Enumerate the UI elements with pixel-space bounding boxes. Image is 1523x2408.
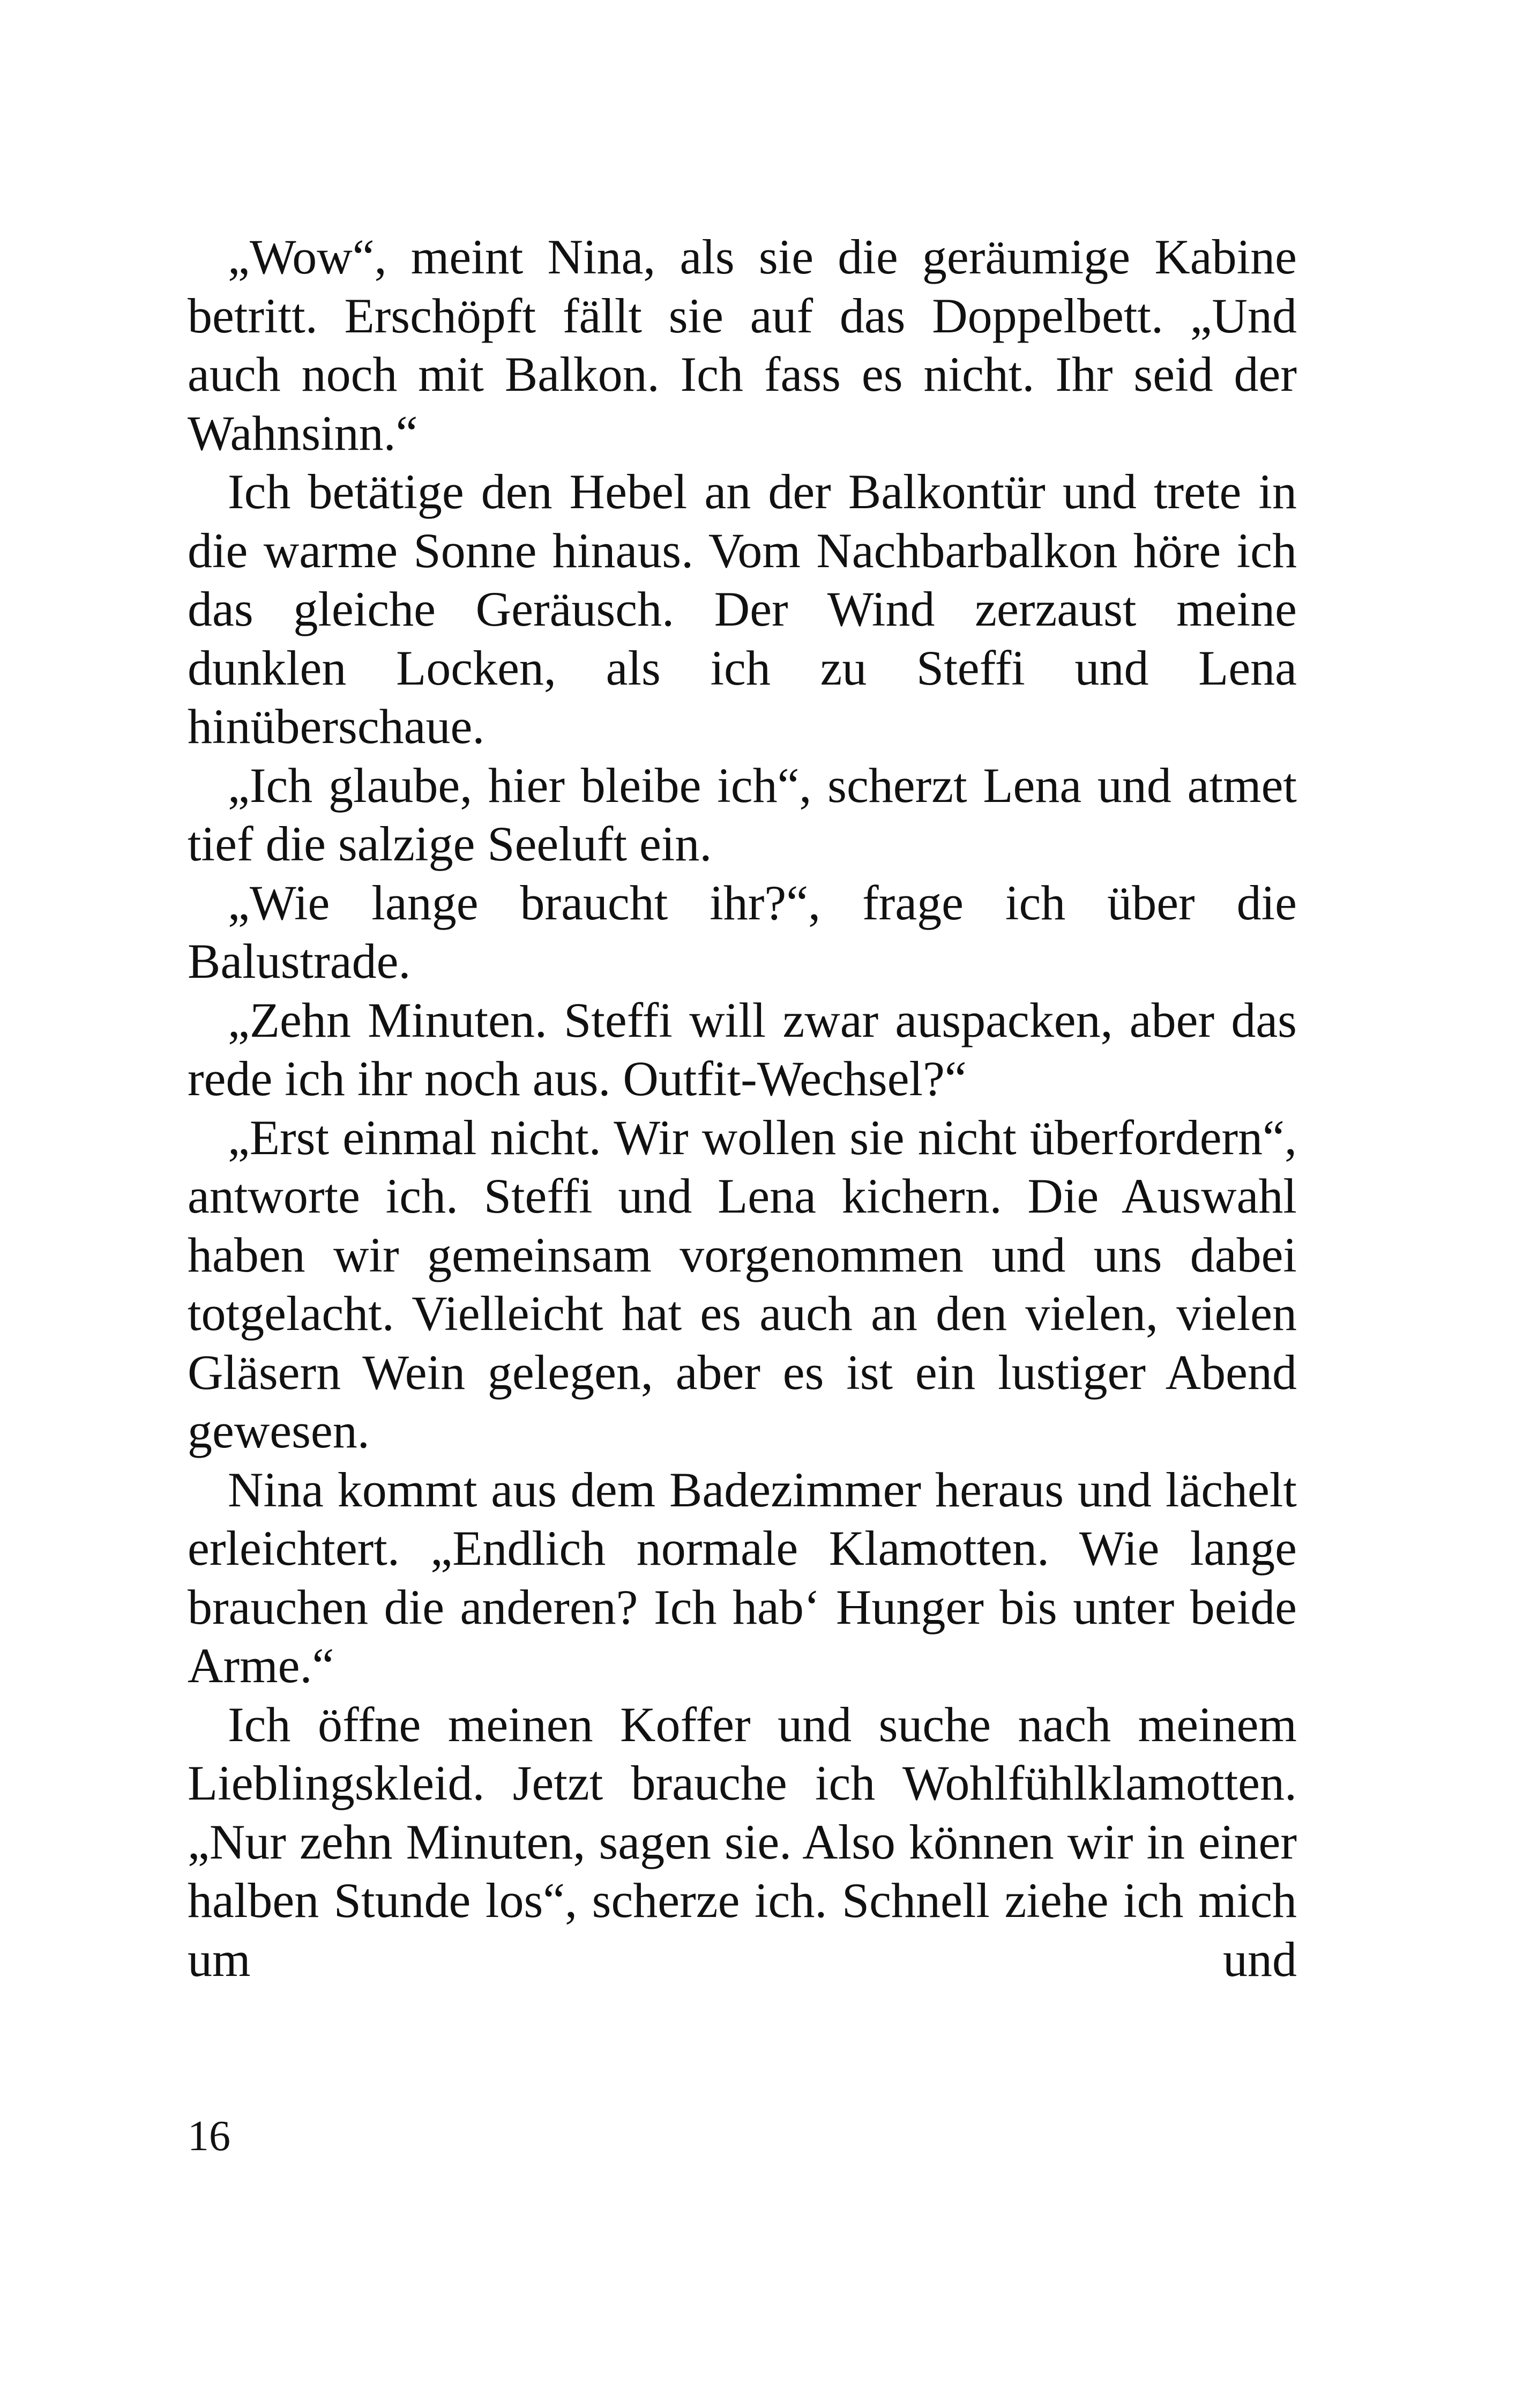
paragraph: „Ich glaube, hier bleibe ich“, scherzt Lena und atmet tief die salzige Seeluft ein. <box>188 757 1297 871</box>
page-number: 16 <box>188 2113 230 2160</box>
paragraph: „Zehn Minuten. Steffi will zwar auspacken, aber das rede ich ihr noch aus. Outfit-Wechsel?“ <box>188 992 1297 1106</box>
paragraph: Ich betätige den Hebel an der Balkontür und trete in die warme Sonne hinaus. Vom Nachbarbalkon höre ich das gleiche Geräusch. Der Wind zerzaust meine dunklen Locken, als ich zu Steffi und Lena hinüberschaue. <box>188 464 1297 754</box>
paragraph: „Wie lange braucht ihr?“, frage ich über die Balustrade. <box>188 875 1297 989</box>
book-page-body <box>188 228 1297 1989</box>
paragraph: Ich öffne meinen Koffer und suche nach meinem Lieblingskleid. Jetzt brauche ich Wohlfühlklamotten. „Nur zehn Minuten, sagen sie. Also können wir in einer halben Stunde los“, scherze ich. Schnell ziehe ich mich um und <box>188 1697 1297 1987</box>
paragraph: Nina kommt aus dem Badezimmer heraus und lächelt erleichtert. „Endlich normale Klamotten. Wie lange brauchen die anderen? Ich hab‘ Hunger bis unter beide Arme.“ <box>188 1462 1297 1693</box>
paragraph: „Erst einmal nicht. Wir wollen sie nicht überfordern“, antworte ich. Steffi und Lena kichern. Die Auswahl haben wir gemeinsam vorgenommen und uns dabei totgelacht. Vielleicht hat es auch an den vielen, vielen Gläsern Wein gelegen, aber es ist ein lustiger Abend gewesen. <box>188 1110 1297 1458</box>
paragraph: „Wow“, meint Nina, als sie die geräumige Kabine betritt. Erschöpft fällt sie auf das Doppelbett. „Und auch noch mit Balkon. Ich fass es nicht. Ihr seid der Wahnsinn.“ <box>188 229 1297 460</box>
